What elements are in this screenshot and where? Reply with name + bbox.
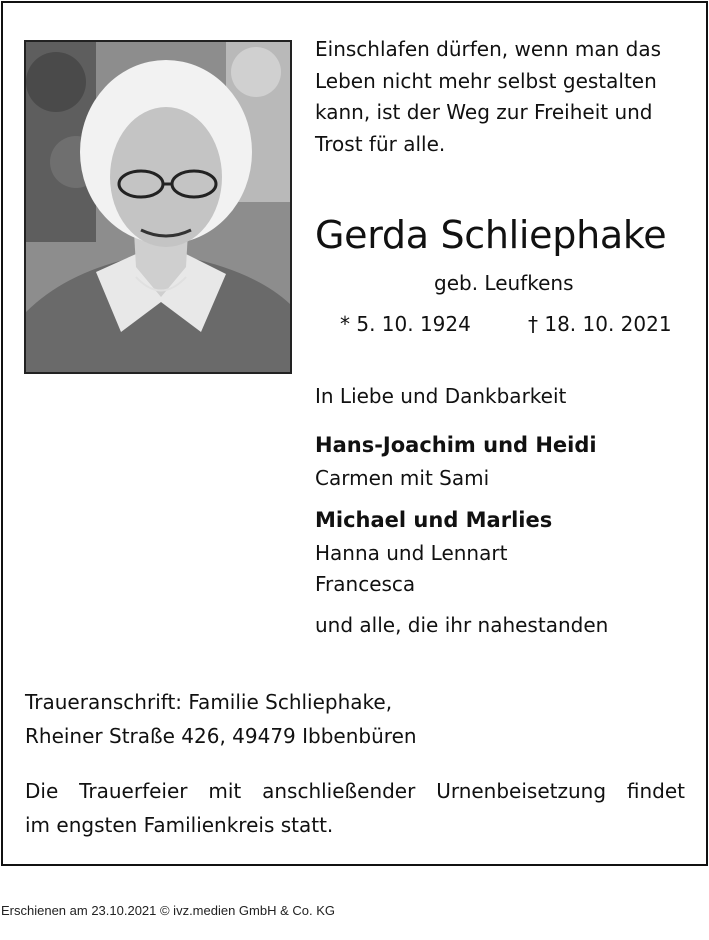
ceremony-line: im engsten Familienkreis statt. [25, 813, 334, 837]
quote-line: kann, ist der Weg zur Freiheit und [315, 100, 653, 124]
ceremony-notice [25, 774, 685, 842]
family-heading: Hans-Joachim und Heidi [315, 433, 597, 457]
death-date: † 18. 10. 2021 [528, 312, 672, 336]
address-line: Traueranschrift: Familie Schliephake, [25, 690, 393, 714]
deceased-name: Gerda Schliephake [315, 213, 667, 257]
memorial-quote [315, 34, 695, 160]
born-name: geb. Leufkens [434, 271, 574, 295]
quote-line: Trost für alle. [315, 131, 446, 156]
family-heading: Michael und Marlies [315, 508, 553, 532]
mourning-address [25, 685, 417, 753]
quote-line: Einschlafen dürfen, wenn man das [315, 37, 661, 61]
quote-line: Leben nicht mehr selbst gestalten [315, 68, 657, 93]
family-member: Hanna und Lennart [315, 541, 508, 565]
address-line: Rheiner Straße 426, 49479 Ibbenbüren [25, 724, 417, 748]
publication-footer: Erschienen am 23.10.2021 © ivz.medien GmbH & Co. KG [1, 903, 336, 918]
family-member: Carmen mit Sami [315, 466, 490, 490]
family-member: Francesca [315, 572, 416, 596]
portrait-photo [24, 40, 292, 374]
mourners-intro: In Liebe und Dankbarkeit [315, 384, 567, 408]
birth-date: * 5. 10. 1924 [340, 312, 471, 336]
mourners-closing: und alle, die ihr nahestanden [315, 613, 609, 637]
ceremony-line: Die Trauerfeier mit anschließender Urnenbeisetzung findet [25, 779, 685, 803]
